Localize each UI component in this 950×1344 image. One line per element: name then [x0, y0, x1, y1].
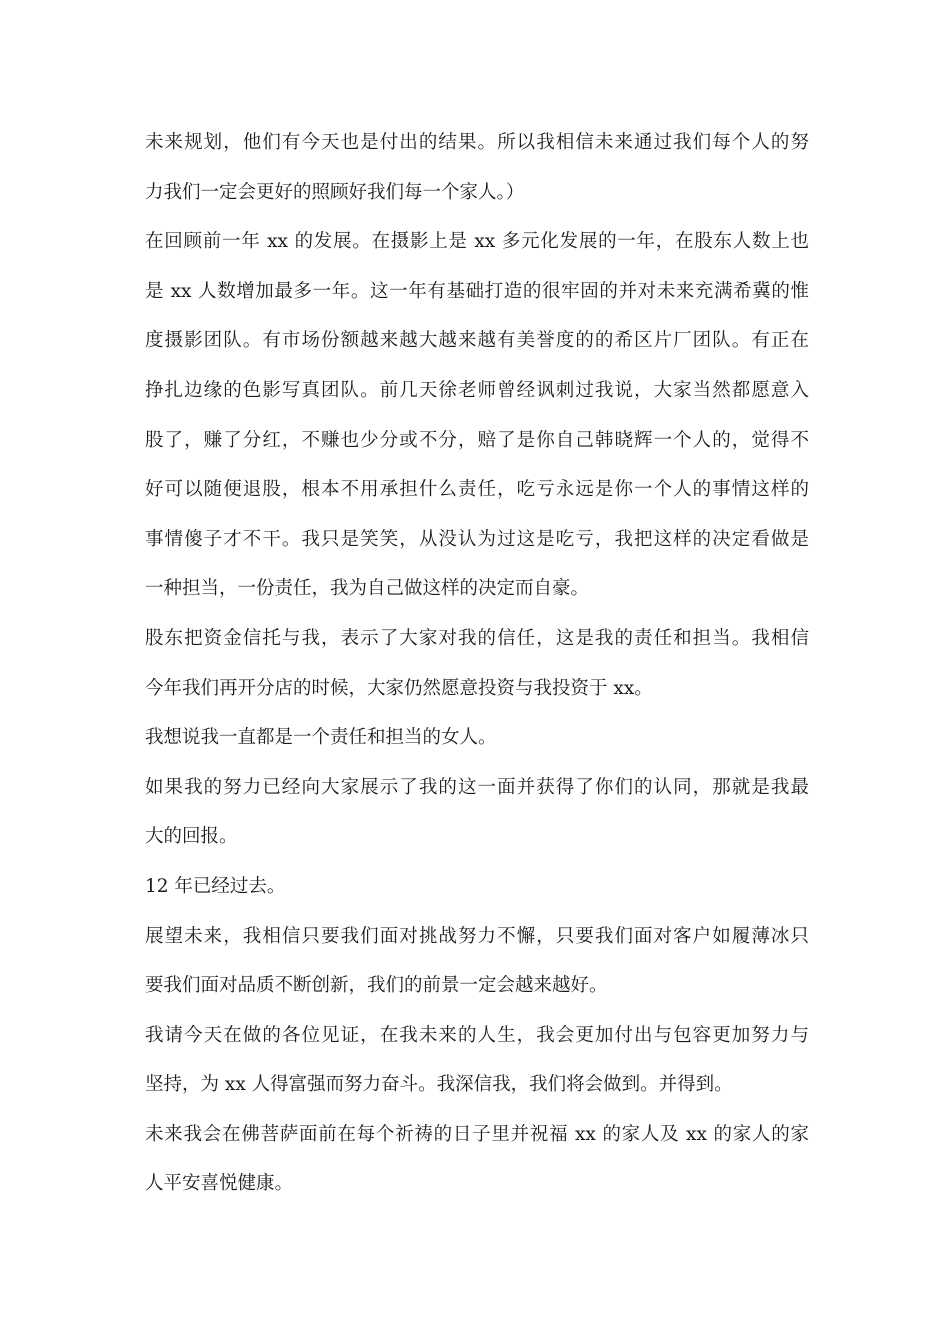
text-line: 我想说我一直都是一个责任和担当的女人。 — [145, 727, 497, 749]
text-line: 一种担当，一份责任，我为自己做这样的决定而自豪。 — [145, 578, 590, 600]
text-line: 我请今天在做的各位见证，在我未来的人生，我会更加付出与包容更加努力与 — [145, 1024, 809, 1046]
text-line: 度摄影团队。有市场份额越来越大越来越有美誉度的的希区片厂团队。有正在 — [145, 330, 809, 352]
text-line: 今年我们再开分店的时候，大家仍然愿意投资与我投资于 xx。 — [145, 677, 653, 699]
text-line: 12 年已经过去。 — [145, 875, 286, 897]
text-line: 事情傻子才不干。我只是笑笑，从没认为过这是吃亏，我把这样的决定看做是 — [145, 528, 809, 550]
text-line: 股了，赚了分红，不赚也少分或不分，赔了是你自己韩晓辉一个人的，觉得不 — [145, 429, 809, 451]
text-line: 是 xx 人数增加最多一年。这一年有基础打造的很牢固的并对未来充满希冀的惟 — [145, 280, 809, 302]
text-line: 好可以随便退股，根本不用承担什么责任，吃亏永远是你一个人的事情这样的 — [145, 479, 809, 501]
body-text — [145, 118, 809, 1209]
text-line: 展望未来，我相信只要我们面对挑战努力不懈，只要我们面对客户如履薄冰只 — [145, 925, 809, 947]
text-line: 如果我的努力已经向大家展示了我的这一面并获得了你们的认同，那就是我最 — [145, 776, 809, 798]
text-line: 挣扎边缘的色影写真团队。前几天徐老师曾经讽刺过我说，大家当然都愿意入 — [145, 379, 809, 401]
text-line: 要我们面对品质不断创新，我们的前景一定会越来越好。 — [145, 975, 608, 997]
text-line: 力我们一定会更好的照顾好我们每一个家人。） — [145, 181, 525, 203]
text-line: 人平安喜悦健康。 — [145, 1173, 294, 1195]
text-line: 坚持，为 xx 人得富强而努力奋斗。我深信我，我们将会做到。并得到。 — [145, 1074, 733, 1096]
text-line: 未来我会在佛菩萨面前在每个祈祷的日子里并祝福 xx 的家人及 xx 的家人的家 — [145, 1123, 809, 1145]
text-line: 大的回报。 — [145, 826, 238, 848]
text-line: 在回顾前一年 xx 的发展。在摄影上是 xx 多元化发展的一年，在股东人数上也 — [145, 231, 809, 253]
text-line: 未来规划，他们有今天也是付出的结果。所以我相信未来通过我们每个人的努 — [145, 132, 809, 153]
text-line: 股东把资金信托与我，表示了大家对我的信任，这是我的责任和担当。我相信 — [145, 627, 809, 649]
